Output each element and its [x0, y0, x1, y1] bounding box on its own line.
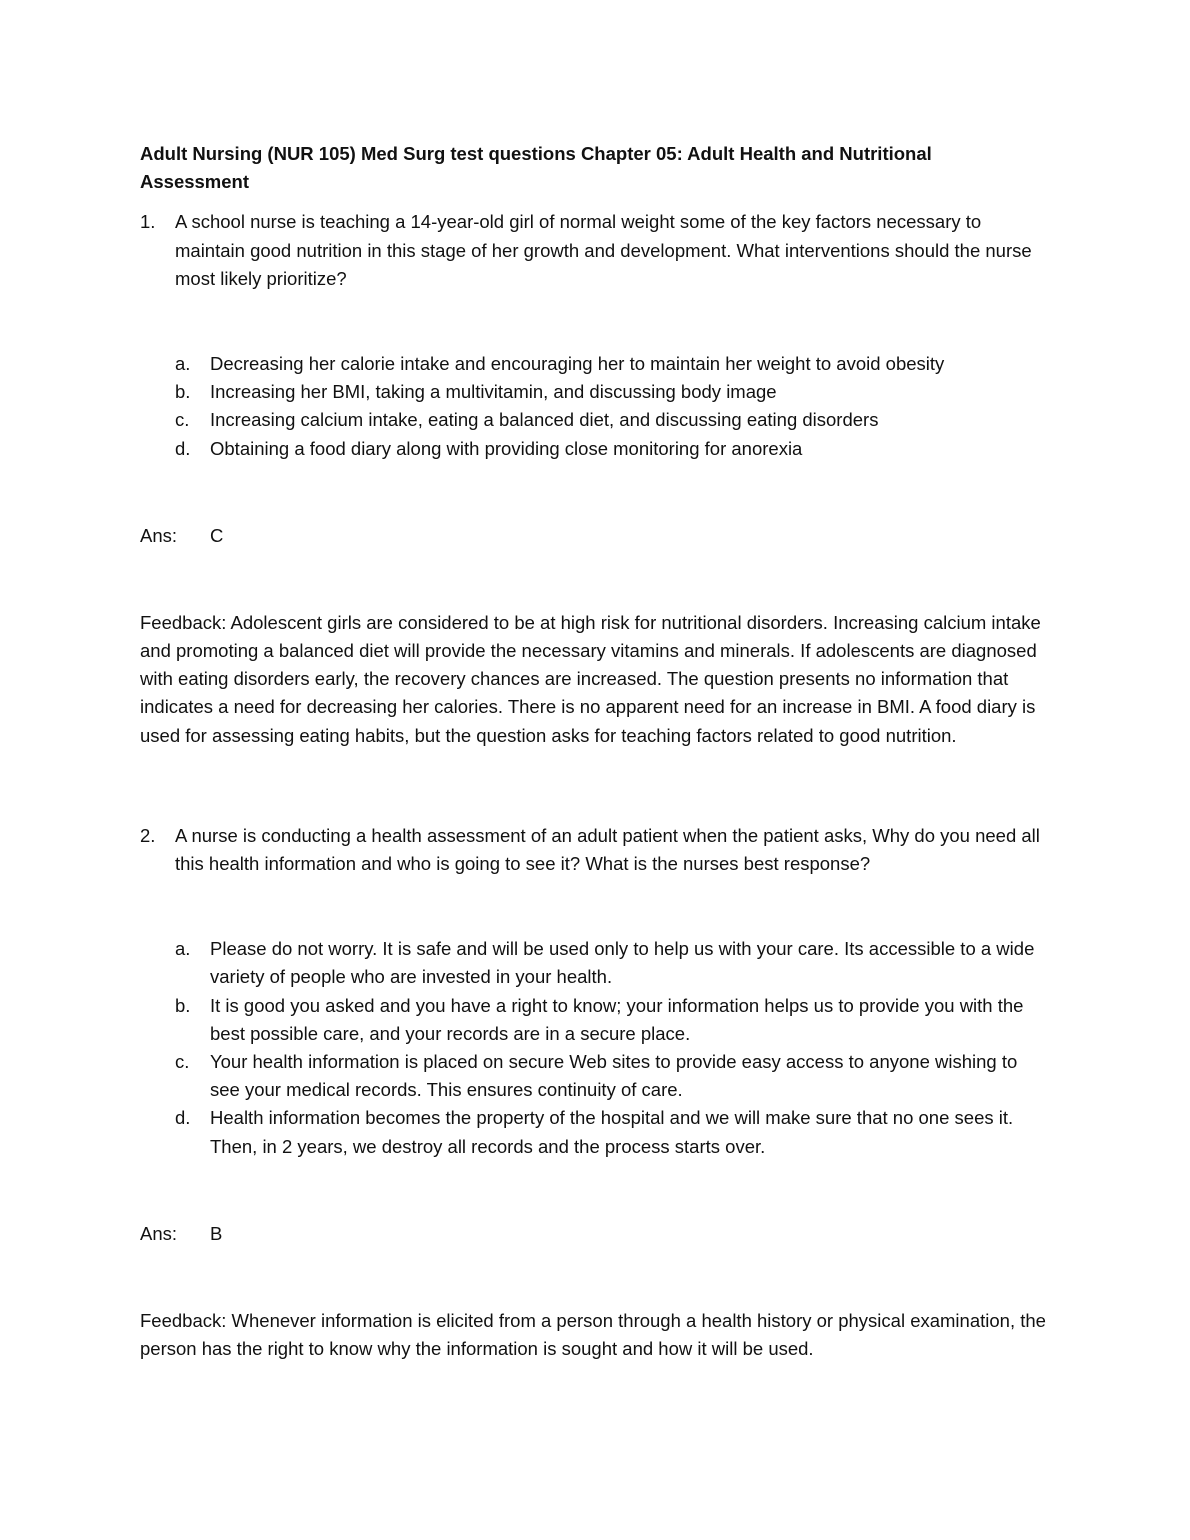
option-text: Increasing her BMI, taking a multivitamin, and discussing body image — [210, 381, 777, 403]
option-letter: c. — [175, 1051, 190, 1073]
answer-label: Ans: — [140, 1222, 178, 1244]
option-letter: b. — [175, 994, 191, 1016]
option-a — [175, 350, 1052, 378]
question-number: 2. — [140, 824, 156, 846]
option-text: Increasing calcium intake, eating a balanced diet, and discussing eating disorders — [210, 409, 879, 431]
option-text: Your health information is placed on secure Web sites to provide easy access to anyone wishing to see your medical records. This ensures continuity of care. — [210, 1051, 1018, 1101]
answer-label: Ans: — [140, 524, 178, 546]
document-title: Adult Nursing (NUR 105) Med Surg test questions Chapter 05: Adult Health and Nutritional Assessment — [140, 143, 932, 193]
option-text: Please do not worry. It is safe and will be used only to help us with your care. Its accessible to a wide variety of people who are invested in your health. — [210, 938, 1035, 988]
option-text: It is good you asked and you have a right to know; your information helps us to provide you with the best possible care, and your records are in a secure place. — [210, 994, 1024, 1044]
option-b — [175, 992, 1052, 1048]
answer-options-2 — [140, 935, 1052, 1161]
option-d — [175, 1104, 1052, 1160]
answer-value: B — [210, 1222, 223, 1244]
option-text: Obtaining a food diary along with providing close monitoring for anorexia — [210, 437, 803, 459]
option-b — [175, 378, 1052, 406]
option-letter: d. — [175, 1107, 191, 1129]
answer-line-2 — [140, 1220, 1052, 1248]
option-letter: d. — [175, 437, 191, 459]
option-text: Health information becomes the property of the hospital and we will make sure that no one sees it. Then, in 2 years, we destroy all records and the process starts over. — [210, 1107, 1014, 1157]
question-stem: A school nurse is teaching a 14-year-old girl of normal weight some of the key factors necessary to maintain good nutrition in this stage of her growth and development. What interventions should the nurse most likely prioritize? — [175, 211, 1032, 289]
question-stem: A nurse is conducting a health assessment of an adult patient when the patient asks, Why do you need all this health information and who is going to see it? What is the nurses best response? — [175, 824, 1040, 875]
option-text: Decreasing her calorie intake and encouraging her to maintain her weight to avoid obesity — [210, 353, 945, 375]
option-letter: b. — [175, 381, 191, 403]
option-d — [175, 435, 1052, 463]
option-letter: a. — [175, 938, 191, 960]
option-c — [175, 406, 1052, 434]
feedback-2: Feedback: Whenever information is elicited from a person through a health history or physical examination, the person has the right to know why the information is sought and how it will be used. — [140, 1309, 1046, 1360]
option-a — [175, 935, 1052, 991]
option-letter: c. — [175, 409, 190, 431]
option-c — [175, 1048, 1052, 1104]
feedback-1: Feedback: Adolescent girls are considered to be at high risk for nutritional disorders. Increasing calcium intake and promoting a balanced diet will provide the necessary vitamins and minerals. If adolescents are diagnosed with eating disorders early, the recovery chances are increased. The question presents no information that indicates a need for decreasing her calories. There is no apparent need for an increase in BMI. A food diary is used for assessing eating habits, but the question asks for teaching factors related to good nutrition. — [140, 611, 1041, 746]
question-2 — [140, 822, 1052, 878]
answer-options-1 — [140, 350, 1052, 463]
document-content — [140, 140, 1052, 1363]
section-gap — [140, 750, 1052, 810]
question-1 — [140, 208, 1052, 293]
answer-line-1 — [140, 522, 1052, 550]
option-letter: a. — [175, 353, 191, 375]
question-number: 1. — [140, 211, 156, 233]
answer-value: C — [210, 524, 224, 546]
